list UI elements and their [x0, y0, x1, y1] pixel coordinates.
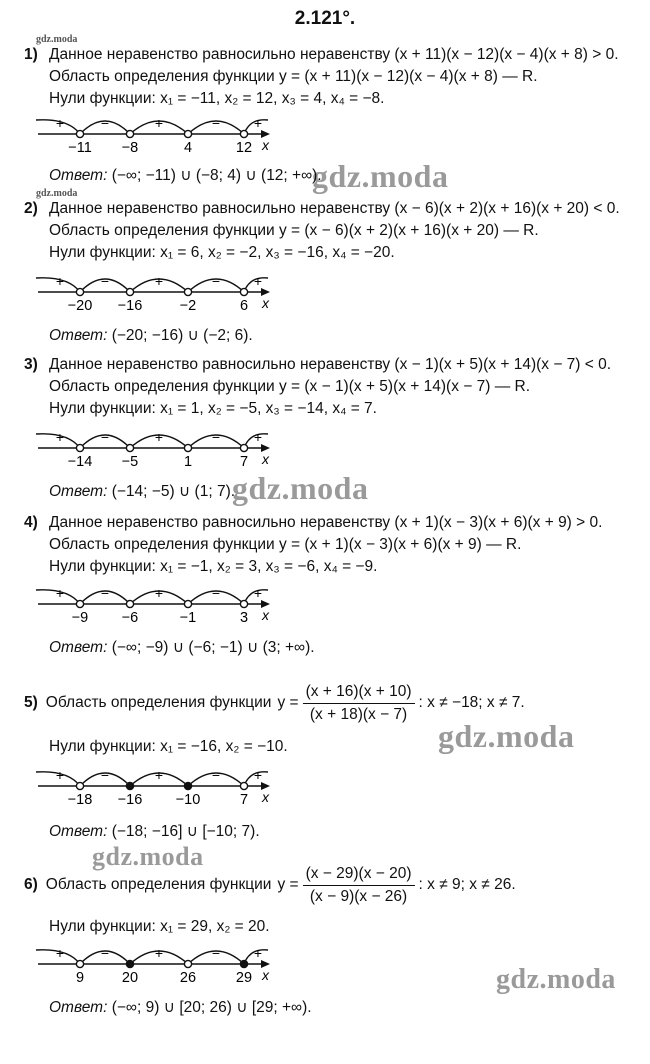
interval-sign: +	[154, 945, 164, 961]
watermark-big: gdz.moda	[496, 964, 616, 995]
interval-sign: +	[253, 585, 263, 601]
open-point	[240, 782, 247, 789]
point-label: 20	[121, 970, 139, 986]
watermark-big: gdz.moda	[92, 842, 204, 871]
fraction-numerator: (x + 16)(x + 10)	[303, 683, 415, 704]
problem-line: Данное неравенство равносильно неравенству (x + 1)(x − 3)(x + 6)(x + 9) > 0.	[49, 514, 603, 531]
point-label: 9	[75, 970, 85, 986]
interval-sign: +	[253, 429, 263, 445]
open-point	[240, 444, 247, 451]
fraction	[303, 683, 415, 724]
answer-value: (−14; −5) ∪ (1; 7).	[111, 483, 236, 500]
interval-sign: −	[100, 767, 110, 783]
open-point	[126, 444, 133, 451]
point-label: 7	[239, 792, 249, 808]
interval-sign: +	[253, 115, 263, 131]
point-label: −18	[67, 792, 93, 808]
interval-sign: +	[154, 767, 164, 783]
interval-sign: −	[211, 767, 221, 783]
open-point	[76, 782, 83, 789]
watermark-big: gdz.moda	[438, 718, 575, 754]
axis-variable: x	[262, 607, 269, 623]
answer-label: Ответ:	[49, 823, 108, 840]
interval-sign: −	[100, 273, 110, 289]
problem-number: 5)	[24, 694, 38, 711]
open-point	[240, 288, 247, 295]
watermark-small: gdz.moda	[36, 34, 78, 45]
interval-sign: +	[55, 115, 65, 131]
interval-sign: +	[154, 273, 164, 289]
open-point	[126, 600, 133, 607]
point-label: 12	[235, 140, 253, 156]
answer	[49, 482, 235, 501]
watermark-big: gdz.moda	[312, 158, 449, 194]
zeros-line: Нули функции: x₁ = −1, x₂ = 3, x₃ = −6, x₄ = −9.	[49, 558, 378, 575]
interval-sign: +	[55, 429, 65, 445]
number-line	[38, 942, 288, 994]
domain-suffix: : x ≠ 9; x ≠ 26.	[418, 876, 516, 893]
open-point	[76, 960, 83, 967]
number-line	[38, 426, 288, 478]
domain-line	[24, 862, 516, 908]
point-label: −16	[117, 298, 143, 314]
open-point	[184, 960, 191, 967]
point-label: −2	[179, 298, 197, 314]
filled-point	[240, 960, 247, 967]
fraction-denominator: (x + 18)(x − 7)	[309, 705, 408, 723]
problem-number: 3)	[24, 356, 38, 373]
problem-line: Область определения функции y = (x − 6)(x + 2)(x + 16)(x + 20) — R.	[49, 222, 539, 239]
y-equals: y =	[277, 876, 299, 893]
answer-value: (−∞; −11) ∪ (−8; 4) ∪ (12; +∞).	[111, 167, 322, 184]
problem-number: 6)	[24, 876, 38, 893]
axis-variable: x	[262, 789, 269, 805]
problem-number: 4)	[24, 514, 38, 531]
point-label: 1	[183, 454, 193, 470]
interval-sign: +	[55, 585, 65, 601]
answer-label: Ответ:	[49, 999, 108, 1016]
open-point	[126, 130, 133, 137]
filled-point	[126, 782, 133, 789]
interval-sign: −	[100, 945, 110, 961]
domain-prefix: Область определения функции	[45, 694, 272, 711]
answer-value: (−18; −16] ∪ [−10; 7).	[111, 823, 260, 840]
interval-sign: −	[211, 429, 221, 445]
watermark-small: gdz.moda	[36, 188, 78, 199]
point-label: 29	[235, 970, 253, 986]
open-point	[240, 130, 247, 137]
zeros-line: Нули функции: x₁ = 1, x₂ = −5, x₃ = −14, x₄ = 7.	[49, 400, 377, 417]
number-line	[38, 764, 288, 816]
number-line	[38, 270, 288, 322]
point-label: 26	[179, 970, 197, 986]
point-label: −20	[67, 298, 93, 314]
interval-sign: +	[55, 273, 65, 289]
answer-label: Ответ:	[49, 483, 108, 500]
open-point	[184, 130, 191, 137]
interval-sign: +	[55, 767, 65, 783]
answer-label: Ответ:	[49, 639, 108, 656]
y-equals: y =	[277, 694, 299, 711]
zeros-line: Нули функции: x₁ = −11, x₂ = 12, x₃ = 4, x₄ = −8.	[49, 90, 385, 107]
answer-label: Ответ:	[49, 167, 108, 184]
point-label: −5	[121, 454, 139, 470]
open-point	[184, 288, 191, 295]
interval-sign: −	[100, 115, 110, 131]
open-point	[76, 130, 83, 137]
domain-prefix: Область определения функции	[45, 876, 272, 893]
number-line	[38, 112, 288, 164]
point-label: 6	[239, 298, 249, 314]
point-label: −11	[68, 140, 92, 156]
point-label: 4	[183, 140, 193, 156]
problem-line: Данное неравенство равносильно неравенству (x + 11)(x − 12)(x − 4)(x + 8) > 0.	[49, 46, 619, 63]
interval-sign: +	[253, 273, 263, 289]
point-label: −1	[179, 610, 197, 626]
point-label: −9	[71, 610, 89, 626]
interval-sign: −	[211, 945, 221, 961]
point-label: −8	[121, 140, 139, 156]
filled-point	[184, 782, 191, 789]
problem-line: Данное неравенство равносильно неравенству (x − 6)(x + 2)(x + 16)(x + 20) < 0.	[49, 200, 620, 217]
point-label: −6	[121, 610, 139, 626]
domain-line	[24, 680, 525, 726]
zeros-line: Нули функции: x₁ = 29, x₂ = 20.	[49, 918, 270, 935]
interval-sign: +	[253, 945, 263, 961]
point-label: −10	[175, 792, 201, 808]
interval-sign: +	[154, 429, 164, 445]
point-label: 3	[239, 610, 249, 626]
fraction	[303, 865, 415, 906]
fraction-denominator: (x − 9)(x − 26)	[309, 887, 408, 905]
answer	[49, 326, 253, 345]
problem-number: 2)	[24, 200, 38, 217]
zeros-line: Нули функции: x₁ = 6, x₂ = −2, x₃ = −16, x₄ = −20.	[49, 244, 395, 261]
interval-sign: +	[154, 115, 164, 131]
axis-variable: x	[262, 451, 269, 467]
open-point	[184, 444, 191, 451]
answer-value: (−∞; 9) ∪ [20; 26) ∪ [29; +∞).	[111, 999, 312, 1016]
interval-sign: +	[154, 585, 164, 601]
answer	[49, 998, 312, 1017]
open-point	[76, 288, 83, 295]
open-point	[126, 288, 133, 295]
axis-variable: x	[262, 137, 269, 153]
filled-point	[126, 960, 133, 967]
interval-sign: −	[100, 429, 110, 445]
axis-variable: x	[262, 967, 269, 983]
problem-line: Область определения функции y = (x + 11)(x − 12)(x − 4)(x + 8) — R.	[49, 68, 538, 85]
problem-number: 1)	[24, 46, 38, 63]
interval-sign: +	[55, 945, 65, 961]
number-line	[38, 582, 288, 634]
interval-sign: −	[100, 585, 110, 601]
point-label: −14	[67, 454, 93, 470]
interval-sign: −	[211, 273, 221, 289]
point-label: −16	[117, 792, 143, 808]
problem-line: Данное неравенство равносильно неравенству (x − 1)(x + 5)(x + 14)(x − 7) < 0.	[49, 356, 612, 373]
answer	[49, 166, 322, 185]
answer	[49, 822, 260, 841]
open-point	[240, 600, 247, 607]
point-label: 7	[239, 454, 249, 470]
problem-line: Область определения функции y = (x + 1)(x − 3)(x + 6)(x + 9) — R.	[49, 536, 522, 553]
axis-variable: x	[262, 295, 269, 311]
problem-line: Область определения функции y = (x − 1)(x + 5)(x + 14)(x − 7) — R.	[49, 378, 531, 395]
open-point	[76, 600, 83, 607]
answer-value: (−20; −16) ∪ (−2; 6).	[111, 327, 253, 344]
answer	[49, 638, 315, 657]
watermark-big: gdz.moda	[232, 470, 369, 506]
page-title: 2.121°.	[294, 8, 356, 29]
answer-label: Ответ:	[49, 327, 108, 344]
interval-sign: +	[253, 767, 263, 783]
domain-suffix: : x ≠ −18; x ≠ 7.	[418, 694, 525, 711]
open-point	[76, 444, 83, 451]
fraction-numerator: (x − 29)(x − 20)	[303, 865, 415, 886]
interval-sign: −	[211, 115, 221, 131]
zeros-line: Нули функции: x₁ = −16, x₂ = −10.	[49, 738, 288, 755]
interval-sign: −	[211, 585, 221, 601]
answer-value: (−∞; −9) ∪ (−6; −1) ∪ (3; +∞).	[111, 639, 315, 656]
open-point	[184, 600, 191, 607]
